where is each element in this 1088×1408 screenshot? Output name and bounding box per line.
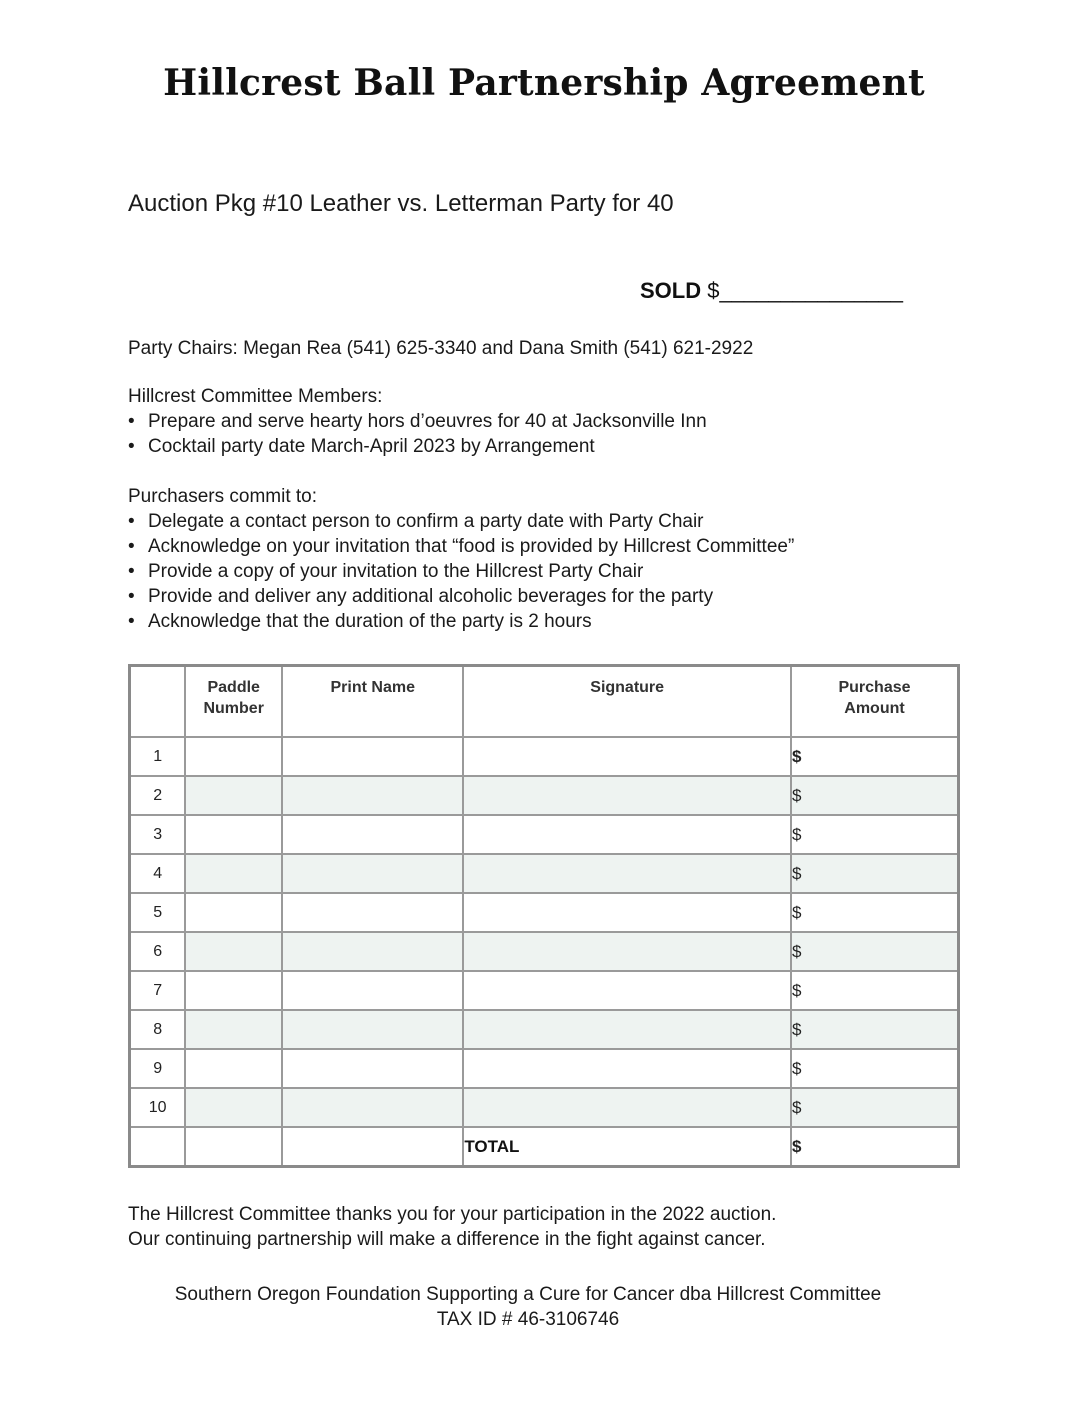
table-row [130,815,959,854]
thank-you-line: The Hillcrest Committee thanks you for your participation in the 2022 auction. [128,1204,777,1225]
paddle-number-cell[interactable] [185,1088,282,1127]
paddle-number-cell[interactable] [185,932,282,971]
paddle-number-cell[interactable] [185,893,282,932]
header-signature: Signature [463,666,791,738]
table-row [130,737,959,776]
auction-package-name: Auction Pkg #10 Leather vs. Letterman Party for 40 [128,190,674,217]
table-total-row [130,1127,959,1167]
purchase-amount-cell[interactable]: $ [791,1049,959,1088]
header-purchase-amount: Purchase Amount [791,666,959,738]
total-blank-cell [185,1127,282,1167]
bullet-mark: • [128,511,135,532]
thank-you-note [128,1202,776,1252]
list-item: • Acknowledge on your invitation that “food is provided by Hillcrest Committee” [128,536,795,557]
purchase-amount-cell[interactable]: $ [791,971,959,1010]
total-blank-cell [282,1127,463,1167]
row-number: 8 [130,1010,186,1049]
total-blank-cell [130,1127,186,1167]
total-label: TOTAL [463,1127,791,1167]
print-name-cell[interactable] [282,893,463,932]
row-number: 6 [130,932,186,971]
organization-footer [128,1282,928,1332]
table-row [130,1049,959,1088]
table-row [130,971,959,1010]
purchase-amount-cell[interactable]: $ [791,776,959,815]
print-name-cell[interactable] [282,815,463,854]
table-row [130,1010,959,1049]
paddle-number-cell[interactable] [185,737,282,776]
signature-cell[interactable] [463,932,791,971]
list-item: • Delegate a contact person to confirm a party date with Party Chair [128,511,704,532]
print-name-cell[interactable] [282,1010,463,1049]
header-print-name: Print Name [282,666,463,738]
print-name-cell[interactable] [282,776,463,815]
purchase-amount-cell[interactable]: $ [791,1088,959,1127]
table-row [130,932,959,971]
paddle-number-cell[interactable] [185,776,282,815]
purchase-amount-cell[interactable]: $ [791,737,959,776]
page-title: Hillcrest Ball Partnership Agreement [163,62,925,104]
signature-cell[interactable] [463,776,791,815]
signature-cell[interactable] [463,1088,791,1127]
list-item: • Provide a copy of your invitation to the Hillcrest Party Chair [128,561,644,582]
committee-section [128,384,707,459]
tax-id: TAX ID # 46-3106746 [436,1309,620,1330]
paddle-number-cell[interactable] [185,854,282,893]
signature-cell[interactable] [463,1010,791,1049]
print-name-cell[interactable] [282,971,463,1010]
table-row [130,1088,959,1127]
row-number: 7 [130,971,186,1010]
bullet-mark: • [128,411,135,432]
list-item: • Provide and deliver any additional alcoholic beverages for the party [128,586,714,607]
print-name-cell[interactable] [282,1088,463,1127]
print-name-cell[interactable] [282,1049,463,1088]
header-paddle-number: Paddle Number [185,666,282,738]
bullet-mark: • [128,436,135,457]
signature-cell[interactable] [463,815,791,854]
table-row [130,893,959,932]
purchase-amount-cell[interactable]: $ [791,1010,959,1049]
row-number: 5 [130,893,186,932]
total-amount-cell[interactable]: $ [791,1127,959,1167]
purchasers-section [128,484,794,634]
party-chairs: Party Chairs: Megan Rea (541) 625-3340 and Dana Smith (541) 621-2922 [128,338,754,359]
row-number: 2 [130,776,186,815]
list-item: • Cocktail party date March-April 2023 by Arrangement [128,436,595,457]
print-name-cell[interactable] [282,737,463,776]
sold-label: SOLD [640,278,702,303]
sold-price-blank[interactable]: $_______________ [707,278,904,303]
sold-price-line [640,278,903,304]
paddle-number-cell[interactable] [185,971,282,1010]
organization-name: Southern Oregon Foundation Supporting a Cure for Cancer dba Hillcrest Committee [174,1284,882,1305]
signature-cell[interactable] [463,1049,791,1088]
header-row-number [130,666,186,738]
purchase-amount-cell[interactable]: $ [791,854,959,893]
bullet-mark: • [128,611,135,632]
paddle-number-cell[interactable] [185,815,282,854]
signature-cell[interactable] [463,971,791,1010]
list-item: • Acknowledge that the duration of the party is 2 hours [128,611,592,632]
row-number: 10 [130,1088,186,1127]
purchase-amount-cell[interactable]: $ [791,893,959,932]
purchase-amount-cell[interactable]: $ [791,815,959,854]
purchasers-list [128,509,794,634]
table-row [130,854,959,893]
bidder-signup-table [128,664,960,1168]
print-name-cell[interactable] [282,854,463,893]
table-header-row [130,666,959,738]
row-number: 1 [130,737,186,776]
signature-cell[interactable] [463,737,791,776]
bullet-mark: • [128,586,135,607]
purchase-amount-cell[interactable]: $ [791,932,959,971]
paddle-number-cell[interactable] [185,1010,282,1049]
thank-you-line: Our continuing partnership will make a difference in the fight against cancer. [128,1229,766,1250]
row-number: 9 [130,1049,186,1088]
row-number: 3 [130,815,186,854]
paddle-number-cell[interactable] [185,1049,282,1088]
committee-list [128,409,707,459]
purchasers-heading: Purchasers commit to: [128,486,317,507]
bullet-mark: • [128,536,135,557]
signature-cell[interactable] [463,893,791,932]
list-item: • Prepare and serve hearty hors d’oeuvres for 40 at Jacksonville Inn [128,411,707,432]
row-number: 4 [130,854,186,893]
committee-heading: Hillcrest Committee Members: [128,386,383,407]
table-row [130,776,959,815]
signature-cell[interactable] [463,854,791,893]
print-name-cell[interactable] [282,932,463,971]
bullet-mark: • [128,561,135,582]
